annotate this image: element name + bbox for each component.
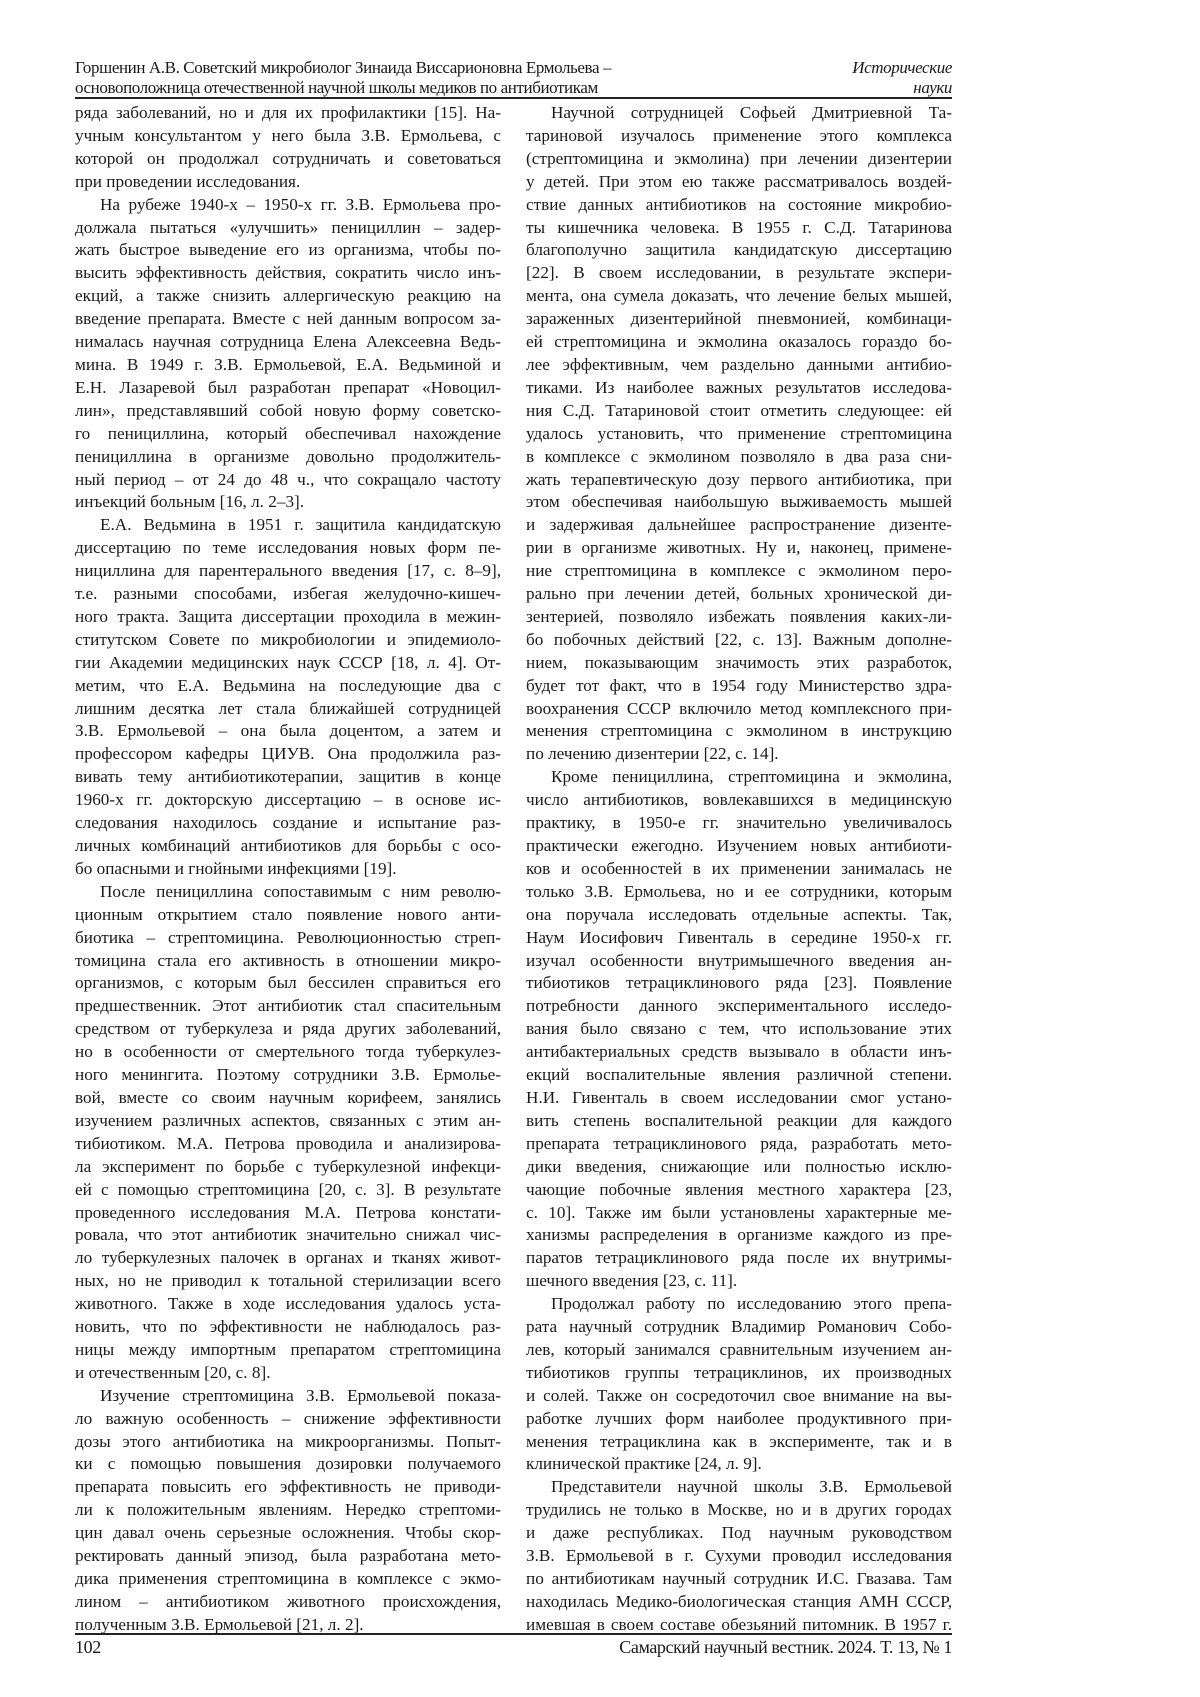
text-line <box>526 1202 952 1225</box>
text-line <box>75 1362 501 1385</box>
paragraph <box>526 766 952 1293</box>
text-line <box>526 285 952 308</box>
running-title-line-2: основоположница отечественной научной школы медиков по антибиотикам <box>75 78 611 98</box>
text-line-content: и задерживая дальнейшее распространение дизенте- <box>526 514 952 537</box>
paragraph <box>75 102 501 194</box>
text-line <box>526 239 952 262</box>
paragraph <box>526 1476 952 1636</box>
text-line <box>526 537 952 560</box>
text-line <box>75 789 501 812</box>
text-line <box>526 1431 952 1454</box>
text-line-content: З.В. Ермольевой – она была доцентом, а затем и <box>75 720 501 743</box>
text-line <box>75 1156 501 1179</box>
text-line-content: лином – антибиотиком животного происхождения, <box>75 1591 501 1614</box>
text-line-content: инъекций больным [16, л. 2–3]. <box>75 491 501 514</box>
text-line-content: Изучение стрептомицина З.В. Ермольевой показа- <box>100 1385 501 1408</box>
text-line-content: лишним десятка лет стала ближайшей сотрудницей <box>75 698 501 721</box>
text-line <box>526 1453 952 1476</box>
text-line <box>526 400 952 423</box>
text-line <box>526 743 952 766</box>
text-line-content: нициллина для парентерального введения [17, с. 8–9], <box>75 560 501 583</box>
text-line-content: ние стрептомицина в комплексе с экмолином перо- <box>526 560 952 583</box>
text-line <box>75 1499 501 1522</box>
page-number: 102 <box>75 1636 101 1658</box>
text-line <box>526 972 952 995</box>
text-line <box>526 789 952 812</box>
text-line-content: Наум Иосифович Гивенталь в середине 1950-х гг. <box>526 927 952 950</box>
text-line-content: паратов тетрациклинового ряда после их внутримы- <box>526 1247 952 1270</box>
text-line-content: ло туберкулезных палочек в органах и тканях живот- <box>75 1247 501 1270</box>
text-line <box>75 1087 501 1110</box>
right-column <box>526 102 952 1637</box>
text-line-content: предшественник. Этот антибиотик стал спасительным <box>75 995 501 1018</box>
text-line-content: дика применения стрептомицина в комплексе с экмо- <box>75 1568 501 1591</box>
text-line-content: ный период – от 24 до 48 ч., что сокращало частоту <box>75 469 501 492</box>
text-line <box>75 1522 501 1545</box>
text-line <box>526 1064 952 1087</box>
text-line <box>526 125 952 148</box>
text-line-content: 1960-х гг. докторскую диссертацию – в основе ис- <box>75 789 501 812</box>
text-line-content: и отечественным [20, с. 8]. <box>75 1362 501 1385</box>
text-line-content: с. 10]. Также им были установлены характерные ме- <box>526 1202 952 1225</box>
text-line <box>526 1133 952 1156</box>
text-line <box>75 1041 501 1064</box>
text-line-content: полученным З.В. Ермольевой [21, л. 2]. <box>75 1614 501 1637</box>
text-line-content: личных комбинаций антибиотиков для борьбы с осо- <box>75 835 501 858</box>
text-line <box>75 1408 501 1431</box>
text-line-content: ровала, что этот антибиотик значительно снижал чис- <box>75 1224 501 1247</box>
text-line <box>75 1316 501 1339</box>
text-line <box>75 1018 501 1041</box>
text-line-content: организмов, с которым был бессилен справиться его <box>75 972 501 995</box>
text-line-content: антибактериальных средств вызывало в области инъ- <box>526 1041 952 1064</box>
text-line-content: ститутском Совете по микробиологии и эпидемиоло- <box>75 629 501 652</box>
text-line <box>526 1270 952 1293</box>
text-line <box>526 720 952 743</box>
text-line <box>75 835 501 858</box>
text-line <box>75 308 501 331</box>
text-line <box>526 1545 952 1568</box>
text-line <box>75 1110 501 1133</box>
text-line-content: клинической практике [24, л. 9]. <box>526 1453 952 1476</box>
text-line <box>526 950 952 973</box>
text-line <box>526 1247 952 1270</box>
text-line <box>75 720 501 743</box>
text-line-content: тиками. Из наиболее важных результатов исследова- <box>526 377 952 400</box>
text-line <box>526 1385 952 1408</box>
text-line-content: ствие данных антибиотиков на состояние микробио- <box>526 194 952 217</box>
text-line <box>526 1156 952 1179</box>
text-line-content: зентерией, позволяло избежать появления каких-ли- <box>526 606 952 629</box>
text-line <box>75 1247 501 1270</box>
text-line-content: мина. В 1949 г. З.В. Ермольевой, Е.А. Ведьминой и <box>75 354 501 377</box>
text-line-content: изучением различных аспектов, связанных с этим ан- <box>75 1110 501 1133</box>
text-line <box>75 1385 501 1408</box>
text-line-content: мента, она сумела доказать, что лечение белых мышей, <box>526 285 952 308</box>
text-line <box>526 262 952 285</box>
text-line <box>75 1476 501 1499</box>
text-line-content: З.В. Ермольевой в г. Сухуми проводил исследования <box>526 1545 952 1568</box>
text-line-content: жать быстрое выведение его из организма, чтобы по- <box>75 239 501 262</box>
text-line <box>75 262 501 285</box>
text-line-content: практически ежегодно. Изучением новых антибиоти- <box>526 835 952 858</box>
text-line-content: После пенициллина сопоставимым с ним револю- <box>100 881 501 904</box>
text-line-content: пенициллина в организме довольно продолжитель- <box>75 446 501 469</box>
text-line <box>75 743 501 766</box>
text-line-content: вой, вместе со своим научным корифеем, занялись <box>75 1087 501 1110</box>
text-line-content: ного менингита. Поэтому сотрудники З.В. Ермолье- <box>75 1064 501 1087</box>
text-line <box>526 423 952 446</box>
text-line-content: препарата повысить его эффективность не приводи- <box>75 1476 501 1499</box>
text-line <box>526 491 952 514</box>
text-line-content: имевшая в своем составе обезьяний питомник. В 1957 г. <box>526 1614 952 1637</box>
text-line-content: ей с помощью стрептомицина [20, с. 3]. В результате <box>75 1179 501 1202</box>
text-line-content: проведенного исследования М.А. Петрова констати- <box>75 1202 501 1225</box>
text-line <box>526 698 952 721</box>
text-line <box>75 148 501 171</box>
text-line-content: ей стрептомицина и экмолина оказалось гораздо бо- <box>526 331 952 354</box>
text-line-content: ты кишечника человека. В 1955 г. С.Д. Татаринова <box>526 217 952 240</box>
text-line-content: лее эффективным, чем раздельно данными антибио- <box>526 354 952 377</box>
text-line-content: Кроме пенициллина, стрептомицина и экмолина, <box>551 766 952 789</box>
text-line <box>526 377 952 400</box>
text-line-content: бо опасными и гнойными инфекциями [19]. <box>75 858 501 881</box>
text-line-content: лин», представлявший собой новую форму советско- <box>75 400 501 423</box>
footer-divider <box>75 1633 952 1635</box>
text-line-content: Н.И. Гивенталь в своем исследовании смог устано- <box>526 1087 952 1110</box>
text-line-content: вания было связано с тем, что использование этих <box>526 1018 952 1041</box>
text-line <box>526 652 952 675</box>
text-line <box>526 904 952 927</box>
text-line <box>526 469 952 492</box>
text-line <box>75 652 501 675</box>
text-line-content: тибиотиков тетрациклинового ряда [23]. Появление <box>526 972 952 995</box>
text-line-content: Научной сотрудницей Софьей Дмитриевной Та- <box>551 102 952 125</box>
text-line-content: тибиотиков группы тетрациклинов, их производных <box>526 1362 952 1385</box>
text-line <box>75 331 501 354</box>
paragraph <box>75 881 501 1385</box>
text-line-content: На рубеже 1940-х – 1950-х гг. З.В. Ермольева про- <box>100 194 501 217</box>
text-line <box>526 446 952 469</box>
text-line-content: Е.А. Ведьмина в 1951 г. защитила кандидатскую <box>100 514 501 537</box>
text-line-content: вить степень воспалительной реакции для каждого <box>526 1110 952 1133</box>
text-line <box>75 950 501 973</box>
text-line-content: работке лучших форм наиболее продуктивного при- <box>526 1408 952 1431</box>
text-line-content: и даже республиках. Под научным руководством <box>526 1522 952 1545</box>
text-line <box>526 835 952 858</box>
text-line-content: учным консультантом у него была З.В. Ермольева, с <box>75 125 501 148</box>
paragraph <box>75 514 501 881</box>
text-line-content: дозы этого антибиотика на микроорганизмы. Попыт- <box>75 1431 501 1454</box>
paragraph <box>75 194 501 515</box>
text-line-content: рата научный сотрудник Владимир Романович Собо- <box>526 1316 952 1339</box>
text-line <box>75 285 501 308</box>
text-line <box>526 308 952 331</box>
text-line-content: трудились не только в Москве, но и в других городах <box>526 1499 952 1522</box>
text-line <box>75 1133 501 1156</box>
text-line-content: тибиотиком. М.А. Петрова проводила и анализирова- <box>75 1133 501 1156</box>
text-line <box>526 1476 952 1499</box>
text-line <box>526 995 952 1018</box>
text-line-content: и солей. Также он сосредоточил свое внимание на вы- <box>526 1385 952 1408</box>
text-line <box>75 1179 501 1202</box>
text-line <box>75 858 501 881</box>
paragraph <box>75 1385 501 1637</box>
text-line <box>75 1064 501 1087</box>
text-line-content: ла эксперимент по борьбе с туберкулезной инфекци- <box>75 1156 501 1179</box>
text-line-content: ханизмы распределения в организме каждого из пре- <box>526 1224 952 1247</box>
text-line <box>75 995 501 1018</box>
text-line-content: жать терапевтическую дозу первого антибиотика, при <box>526 469 952 492</box>
text-line <box>75 1591 501 1614</box>
text-line <box>75 102 501 125</box>
text-line <box>75 239 501 262</box>
text-line <box>526 217 952 240</box>
text-line-content: благополучно защитила кандидатскую диссертацию <box>526 239 952 262</box>
text-line <box>75 469 501 492</box>
text-line <box>75 491 501 514</box>
text-line-content: число антибиотиков, вовлекавшихся в медицинскую <box>526 789 952 812</box>
text-line-content: ки с помощью повышения дозировки получаемого <box>75 1453 501 1476</box>
text-line <box>526 927 952 950</box>
text-line <box>75 583 501 606</box>
text-line-content: практику, в 1950-е гг. значительно увеличивалось <box>526 812 952 835</box>
text-line <box>75 537 501 560</box>
text-line-content: она поручала исследовать отдельные аспекты. Так, <box>526 904 952 927</box>
text-line <box>75 1224 501 1247</box>
text-line-content: находилась Медико-биологическая станция АМН СССР, <box>526 1591 952 1614</box>
text-line <box>526 1339 952 1362</box>
text-line-content: гии Академии медицинских наук СССР [18, л. 4]. От- <box>75 652 501 675</box>
text-line-content: изучал особенности внутримышечного введения ан- <box>526 950 952 973</box>
text-line <box>75 400 501 423</box>
text-line-content: но в особенности от смертельного тогда туберкулез- <box>75 1041 501 1064</box>
text-line <box>75 698 501 721</box>
text-line <box>75 927 501 950</box>
text-line-content: биотика – стрептомицина. Революционностью стреп- <box>75 927 501 950</box>
text-line-content: потребности данного экспериментального исследо- <box>526 995 952 1018</box>
text-line <box>526 514 952 537</box>
text-line-content: которой он продолжал сотрудничать и советоваться <box>75 148 501 171</box>
text-line-content: Представители научной школы З.В. Ермольевой <box>551 1476 952 1499</box>
text-line <box>526 858 952 881</box>
text-line <box>526 766 952 789</box>
text-line-content: ницы между импортным препаратом стрептомицина <box>75 1339 501 1362</box>
journal-citation: Самарский научный вестник. 2024. Т. 13, № 1 <box>619 1636 952 1658</box>
text-line-content: рии в организме животных. Ну и, наконец, примене- <box>526 537 952 560</box>
text-line <box>75 1202 501 1225</box>
text-line <box>75 194 501 217</box>
text-line-content: лев, который занимался сравнительным изучением ан- <box>526 1339 952 1362</box>
text-line <box>526 1041 952 1064</box>
text-line-content: должала пытаться «улучшить» пенициллин – задер- <box>75 217 501 240</box>
text-line <box>75 1545 501 1568</box>
text-line <box>526 194 952 217</box>
text-line <box>75 766 501 789</box>
text-line <box>526 1179 952 1202</box>
text-line-content: екций воспалительные явления различной степени. <box>526 1064 952 1087</box>
text-line <box>75 377 501 400</box>
paragraph <box>526 1293 952 1476</box>
text-line-content: этом обеспечивая наибольшую выживаемость мышей <box>526 491 952 514</box>
text-line-content: воохранения СССР включило метод комплексного при- <box>526 698 952 721</box>
text-line <box>526 1499 952 1522</box>
text-line-content: средством от туберкулеза и ряда других заболеваний, <box>75 1018 501 1041</box>
text-line-content: тариновой изучалось применение этого комплекса <box>526 125 952 148</box>
text-line-content: следования находилось создание и испытание раз- <box>75 812 501 835</box>
header-divider <box>75 97 952 99</box>
text-line <box>526 1362 952 1385</box>
paragraph <box>526 102 952 766</box>
running-title <box>75 58 611 98</box>
running-title-line-1: Горшенин А.В. Советский микробиолог Зинаида Виссарионовна Ермольева – <box>75 58 611 78</box>
text-line-content: вивать тему антибиотикотерапии, защитив в конце <box>75 766 501 789</box>
text-line <box>526 331 952 354</box>
text-line <box>526 629 952 652</box>
text-line-content: бо побочных действий [22, с. 13]. Важным дополне- <box>526 629 952 652</box>
text-line-content: только З.В. Ермольева, но и ее сотрудники, которым <box>526 881 952 904</box>
text-line <box>526 171 952 194</box>
text-line <box>75 423 501 446</box>
text-line <box>75 904 501 927</box>
text-line-content: менения стрептомицина с экмолином в инструкцию <box>526 720 952 743</box>
text-line-content: менения тетрациклина как в эксперименте, так и в <box>526 1431 952 1454</box>
text-line-content: Е.Н. Лазаревой был разработан препарат «Новоцил- <box>75 377 501 400</box>
text-line <box>75 1431 501 1454</box>
text-line-content: т.е. разными способами, избегая желудочно-кишеч- <box>75 583 501 606</box>
text-line-content: ного тракта. Защита диссертации проходила в межин- <box>75 606 501 629</box>
text-line-content: ков и особенностей в их применении занималась не <box>526 858 952 881</box>
text-line-content: метим, что Е.А. Ведьмина на последующие два с <box>75 675 501 698</box>
text-line-content: животного. Также в ходе исследования удалось уста- <box>75 1293 501 1316</box>
text-line-content: зараженных дизентерийной пневмонией, комбинаци- <box>526 308 952 331</box>
text-line <box>75 1568 501 1591</box>
text-line-content: диссертацию по теме исследования новых форм пе- <box>75 537 501 560</box>
text-line-content: ных, но не приводил к тотальной стерилизации всего <box>75 1270 501 1293</box>
text-line-content: цин давал очень серьезные осложнения. Чтобы скор- <box>75 1522 501 1545</box>
text-line <box>75 1270 501 1293</box>
text-line-content: ряда заболеваний, но и для их профилактики [15]. На- <box>75 102 501 125</box>
text-line <box>526 675 952 698</box>
text-line <box>526 606 952 629</box>
text-line <box>526 1018 952 1041</box>
text-line-content: по антибиотикам научный сотрудник И.С. Гвазава. Там <box>526 1568 952 1591</box>
text-line-content: ционным открытием стало появление нового анти- <box>75 904 501 927</box>
text-line-content: нием, показывающим значимость этих разработок, <box>526 652 952 675</box>
text-line-content: ректировать данный эпизод, была разработана мето- <box>75 1545 501 1568</box>
text-line-content: ли к положительным явлениям. Нередко стрептоми- <box>75 1499 501 1522</box>
text-line-content: чающие побочные явления местного характера [23, <box>526 1179 952 1202</box>
text-line-content: шечного введения [23, с. 11]. <box>526 1270 952 1293</box>
text-line-content: препарата тетрациклинового ряда, разработать мето- <box>526 1133 952 1156</box>
text-line-content: удалось установить, что применение стрептомицина <box>526 423 952 446</box>
section-label <box>852 58 952 98</box>
text-line <box>526 1408 952 1431</box>
text-line <box>526 102 952 125</box>
text-line-content: [22]. В своем исследовании, в результате экспери- <box>526 262 952 285</box>
text-line <box>526 1087 952 1110</box>
text-line-content: Продолжал работу по исследованию этого препа- <box>551 1293 952 1316</box>
text-line-content: екций, а также снизить аллергическую реакцию на <box>75 285 501 308</box>
text-line-content: профессором кафедры ЦИУВ. Она продолжила раз- <box>75 743 501 766</box>
text-line-content: ло важную особенность – снижение эффективности <box>75 1408 501 1431</box>
text-line <box>526 1568 952 1591</box>
text-line <box>75 125 501 148</box>
text-line <box>526 881 952 904</box>
text-line <box>526 812 952 835</box>
text-line <box>526 583 952 606</box>
text-line <box>526 1316 952 1339</box>
section-label-line-2: науки <box>852 78 952 98</box>
text-line <box>526 1293 952 1316</box>
text-line-content: введение препарата. Вместе с ней данным вопросом за- <box>75 308 501 331</box>
text-line-content: томицина стала его активность в отношении микро- <box>75 950 501 973</box>
text-line-content: нималась научная сотрудница Елена Алексеевна Ведь- <box>75 331 501 354</box>
text-line <box>75 171 501 194</box>
text-line-content: новить, что по эффективности не наблюдалось раз- <box>75 1316 501 1339</box>
text-line-content: в комплексе с экмолином позволяло в два раза сни- <box>526 446 952 469</box>
text-line <box>75 1339 501 1362</box>
text-line-content: у детей. При этом ею также рассматривалось воздей- <box>526 171 952 194</box>
text-line <box>526 1224 952 1247</box>
text-line <box>526 354 952 377</box>
text-line-content: го пенициллина, который обеспечивал нахождение <box>75 423 501 446</box>
text-line <box>75 881 501 904</box>
text-line-content: ния С.Д. Татариновой стоит отметить следующее: ей <box>526 400 952 423</box>
text-line <box>75 606 501 629</box>
text-line <box>75 217 501 240</box>
text-line <box>526 1522 952 1545</box>
text-line <box>526 1110 952 1133</box>
text-line <box>75 446 501 469</box>
text-line-content: рально при лечении детей, больных хронической ди- <box>526 583 952 606</box>
text-line <box>526 1591 952 1614</box>
section-label-line-1: Исторические <box>852 58 952 78</box>
text-line-content: будет тот факт, что в 1954 году Министерство здра- <box>526 675 952 698</box>
text-line <box>75 629 501 652</box>
text-line <box>75 812 501 835</box>
text-line <box>526 560 952 583</box>
text-line <box>75 1453 501 1476</box>
text-line <box>75 354 501 377</box>
text-line-content: по лечению дизентерии [22, с. 14]. <box>526 743 952 766</box>
left-column <box>75 102 501 1637</box>
text-line <box>75 514 501 537</box>
text-line <box>75 560 501 583</box>
text-line-content: при проведении исследования. <box>75 171 501 194</box>
text-line <box>75 675 501 698</box>
text-line-content: высить эффективность действия, сократить число инъ- <box>75 262 501 285</box>
text-line <box>75 1293 501 1316</box>
text-line <box>75 972 501 995</box>
text-line <box>526 148 952 171</box>
text-line-content: (стрептомицина и экмолина) при лечении дизентерии <box>526 148 952 171</box>
text-line-content: дики введения, снижающие или полностью исклю- <box>526 1156 952 1179</box>
